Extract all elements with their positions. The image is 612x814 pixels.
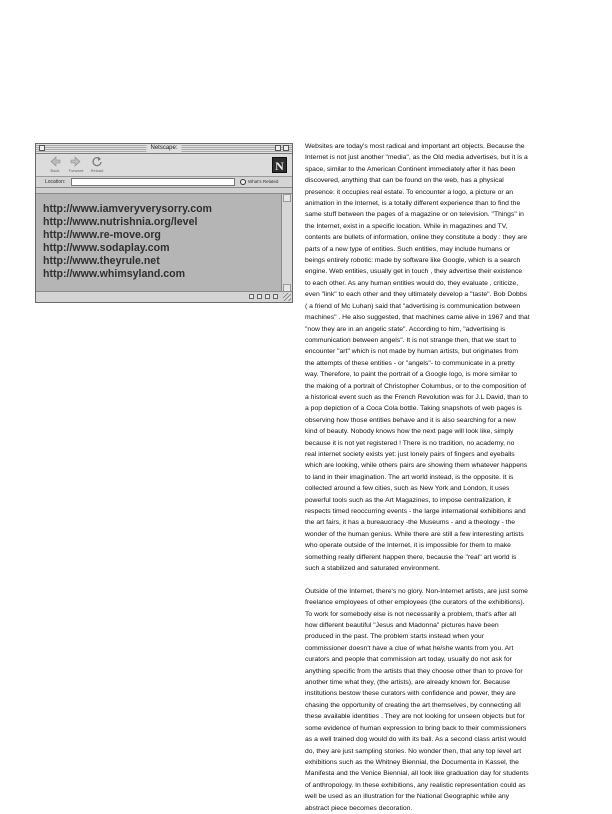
window-title: Netscape: [146, 144, 181, 153]
back-arrow-icon [49, 156, 61, 167]
link-item[interactable]: http://www.whimsyland.com [43, 268, 186, 280]
link-item[interactable]: http://www.theyrule.net [43, 255, 160, 267]
mail-icon[interactable] [257, 294, 262, 299]
resize-grip-icon[interactable] [283, 293, 291, 301]
scroll-up-icon[interactable] [283, 194, 291, 202]
link-list [43, 203, 212, 281]
link-item[interactable]: http://www.re-move.org [43, 229, 161, 241]
whats-related-label: What's Related [248, 179, 279, 184]
netscape-logo[interactable]: N [272, 157, 287, 173]
collapse-box-icon[interactable] [283, 145, 289, 151]
composer-icon[interactable] [265, 294, 270, 299]
navigation-toolbar [36, 154, 292, 177]
forward-label: Forward [68, 168, 84, 173]
location-input[interactable] [71, 178, 235, 186]
related-icon [240, 179, 246, 185]
back-label: Back [50, 168, 60, 173]
reload-label: Reload [90, 168, 104, 173]
vertical-scrollbar[interactable] [281, 194, 292, 292]
reload-icon [91, 156, 103, 167]
link-item[interactable]: http://www.nutrishnia.org/level [43, 216, 198, 228]
page-content [36, 194, 281, 292]
back-button[interactable] [46, 156, 64, 173]
navigator-icon[interactable] [249, 294, 254, 299]
browser-window [35, 143, 293, 303]
essay-text [305, 141, 588, 814]
component-bar [249, 294, 278, 299]
link-item[interactable]: http://www.iamveryverysorry.com [43, 203, 212, 215]
forward-button[interactable] [67, 156, 85, 173]
lock-icon[interactable] [273, 294, 278, 299]
essay-paragraph: Websites are today's most radical and important art objects. Because the Internet is not just another "media", as the Old media advertises, but it is a space, similar to the American Continent immediately after it has been discovered, anything that can be found on the web, has a physical presence: it occupies real estate. To encounter a logo, a picture or an animation in the Internet, is a totally different experience than to find the same stuff between the pages of a magazine or on television. "Things" in the Internet, exist in a specific location. While in magazines and TV, contents are bullets of information, online they constitute a body : they are parts of a new type of entities. Such entities, may include humans or beings entirely robotic: made by software like Google, which is a search engine. Web entities, usually get in touch , they advertise their existence to each other. As any human entities would do, they evaluate , criticize, even "link" to each other and they ultimately develop a "taste". Bob Dobbs ( a friend of Mc Luhan) said that "advertising is communication between machines" . He also suggested, that machines came alive in 1967 and that "now they are in an angelic state". According to him, "advertising is communication between angels". It is not strange then, that we start to encounter "art" which is not made by human artists, but originates from the attempts of these entities - or "angels"- to communicate in a pretty way. Therefore, to paint the portrait of a Google logo, is more similar to the making of a portrait of Christopher Columbus, or to the composition of a historical event such as the French Revolution was for J.L David, than to a pop depiction of a Coca Cola bottle. Taking snapshots of web pages is observing how those entities behave and it is also searching for a new kind of beauty. Nobody knows how the next page will look like, simply because it is not yet registered ! There is no tradition, no academy, no real internet society exists yet: just lonely pairs of fingers and eyeballs which are looking, while others pairs are showing them whatever happens to land in their imagination. The art world instead, is the opposite. It is collected around a few cities, such as New York and London, it uses powerful tools such as the Art Magazines, to impose centralization, it respects timed reoccurring events - the large international exhibitions and the art fairs, it has a bureaucracy -the Museums - and a theology - the wonder of the human genius. While there are still a few interesting artists who operate outside of the Internet, it is impossible for them to make something really different happen there, because the "real" art world is such a stabilized and saturated environment. [305, 143, 530, 573]
location-label: Location: [45, 179, 66, 185]
status-bar [36, 291, 292, 302]
zoom-box-icon[interactable] [275, 145, 281, 151]
link-item[interactable]: http://www.sodaplay.com [43, 242, 170, 254]
reload-button[interactable] [88, 156, 106, 173]
whats-related-button[interactable] [240, 178, 278, 186]
essay-paragraph: Outside of the Internet, there's no glory. Non-Internet artists, are just some freelance employees of other employees (the curators of the exhibitions). To work for somebody else is not necessarily a problem, that's after all how different beautiful "Jesus and Madonna" pictures have been produced in the past. The problem starts instead when your commissioner doesn't have a clue of what he/she wants from you. Art curators and people that commission art today, usually do not ask for anything specific from the artists that they choose other than to prove for another time what they, (the artists), are already known for. Because institutions bestow these curators with confidence and power, they are chasing the opportunity of creating the art themselves, by connecting all these available identities . They are not looking for unseen objects but for some evidence of human expression to bring back to their commissioners as a well trained dog would do with its ball. As a second class artist would do, they are just sampling stories. No wonder then, that any top level art exhibitions such as the Whitney Biennial, the Documenta in Kassel, the Manifesta and the Venice Biennial, all look like graduation day for students of anthropology. In these exhibitions, any realistic representation could as well be used as an illustration for the National Geographic while any abstract piece becomes decoration. [305, 587, 529, 812]
close-box-icon[interactable] [39, 145, 45, 151]
title-bar[interactable] [36, 144, 292, 154]
forward-arrow-icon [70, 156, 82, 167]
location-bar [36, 177, 292, 188]
